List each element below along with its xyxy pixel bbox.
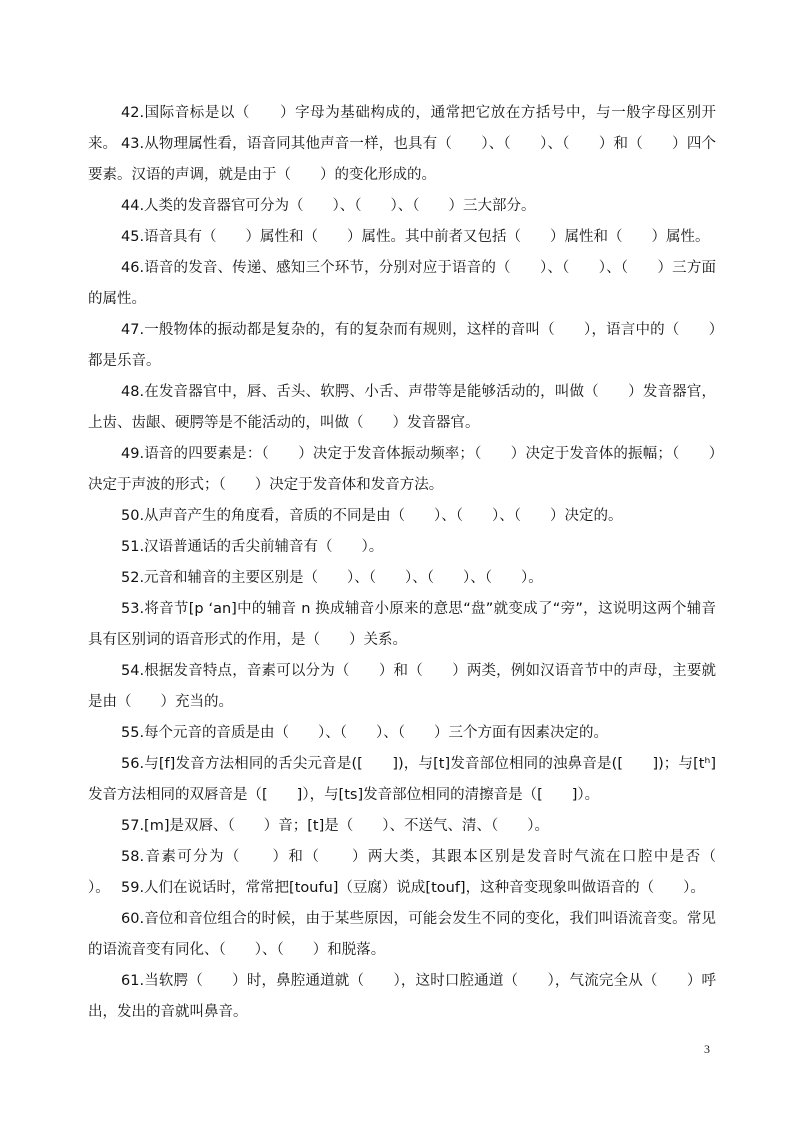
- question-60: 60.音位和音位组合的时候，由于某些原因，可能会发生不同的变化，我们叫语流音变。常见的语流音变有同化、（ ）、（ ）和脱落。: [88, 911, 716, 958]
- question-49: 49.语音的四要素是：（ ）决定于发音体振动频率；（ ）决定于发音体的振幅；（ ）决定于声波的形式；（ ）决定于发音体和发音方法。: [88, 446, 716, 493]
- question-51: 51.汉语普通话的舌尖前辅音有（ ）。: [121, 539, 384, 555]
- question-50: 50.从声音产生的角度看，音质的不同是由（ ）、（ ）、（ ）决定的。: [121, 508, 623, 524]
- question-58: 58.音素可分为（ ）和（ ）两大类，其跟本区别是发音时气流在口腔中是否（ ）。: [88, 849, 745, 896]
- question-45: 45.语音具有（ ）属性和（ ）属性。其中前者又包括（ ）属性和（ ）属性。: [121, 229, 710, 245]
- question-59: 59.人们在说话时，常常把[toufu]（豆腐）说成[touf]，这种音变现象叫做语音的（ ）。: [121, 880, 705, 896]
- question-54: 54.根据发音特点，音素可以分为（ ）和（ ）两类，例如汉语音节中的声母，主要就是由（ ）充当的。: [88, 663, 716, 710]
- question-56: 56.与[f]发音方法相同的舌尖元音是([ ])，与[t]发音部位相同的浊鼻音是([ ])；与[tʰ]发音方法相同的双唇音是（[ ]），与[ts]发音部位相同的清擦音是（[ ]）。: [88, 756, 716, 803]
- question-61: 61.当软腭（ ）时，鼻腔通道就（ ），这时口腔通道（ ），气流完全从（ ）呼出，发出的音就叫鼻音。: [88, 973, 716, 1020]
- question-46: 46.语音的发音、传递、感知三个环节，分别对应于语音的（ ）、（ ）、（ ）三方面的属性。: [88, 260, 716, 307]
- question-52: 52.元音和辅音的主要区别是（ ）、（ ）、（ ）、（ ）。: [121, 570, 543, 586]
- question-43: 43.从物理属性看，语音同其他声音一样，也具有（ ）、（ ）、（ ）和（ ）四个要素。汉语的声调，就是由于（ ）的变化形成的。: [88, 136, 716, 183]
- question-57: 57.[m]是双唇、（ ）音；[t]是（ ）、不送气、清、（ ）。: [121, 818, 549, 834]
- question-42: 42.国际音标是以（ ）字母为基础构成的，通常把它放在方括号中，与一般字母区别开来。: [88, 105, 716, 152]
- question-47: 47.一般物体的振动都是复杂的，有的复杂而有规则，这样的音叫（ ），语言中的（ ）都是乐音。: [88, 322, 716, 369]
- question-44: 44.人类的发音器官可分为（ ）、（ ）、（ ）三大部分。: [121, 198, 536, 214]
- question-55: 55.每个元音的音质是由（ ）、（ ）、（ ）三个方面有因素决定的。: [121, 725, 609, 741]
- page-number: 3: [704, 1042, 710, 1056]
- question-53: 53.将音节[p ‘an]中的辅音 n 换成辅音小原来的意思“盘”就变成了“旁”，这说明这两个辅音具有区别词的语音形式的作用，是（ ）关系。: [88, 601, 716, 648]
- question-48: 48.在发音器官中，唇、舌头、软腭、小舌、声带等是能够活动的，叫做（ ）发音器官，上齿、齿龈、硬腭等是不能活动的，叫做（ ）发音器官。: [88, 384, 716, 431]
